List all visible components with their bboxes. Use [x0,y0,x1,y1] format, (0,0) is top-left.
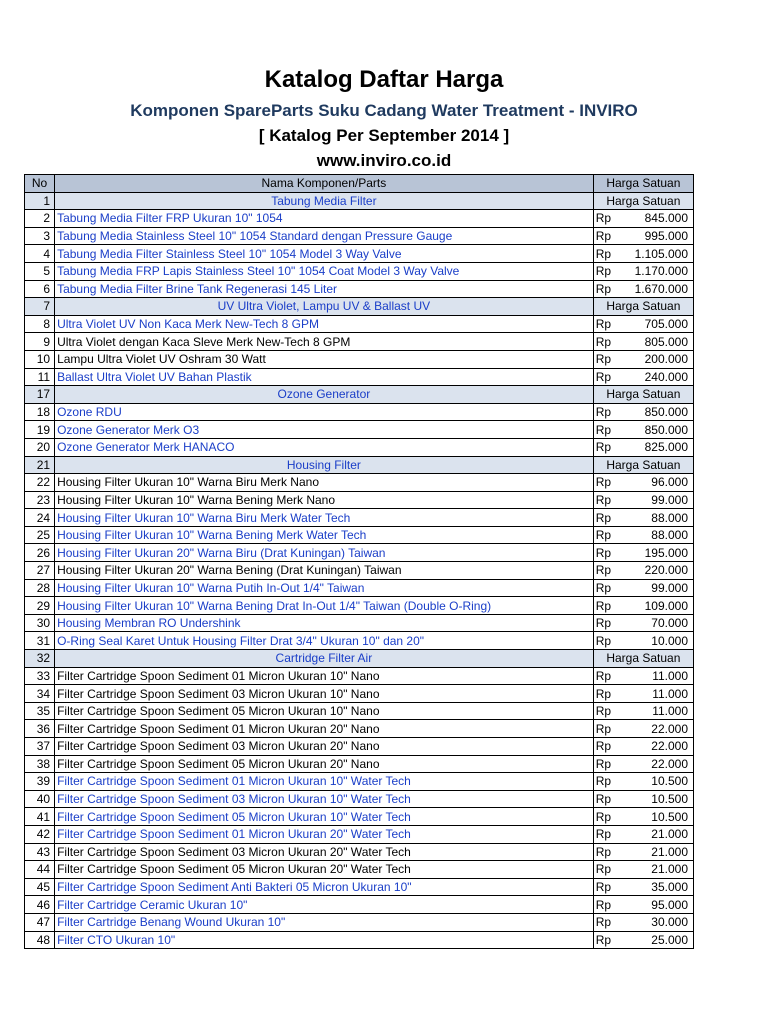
part-name: Filter Cartridge Spoon Sediment 05 Micron Ukuran 10" Water Tech [55,808,594,826]
section-price-header: Harga Satuan [593,386,693,404]
section-price-header: Harga Satuan [593,192,693,210]
price-value: 99.000 [618,491,693,509]
table-row [25,597,694,615]
price-value: 88.000 [618,509,693,527]
part-name: Tabung Media Filter Brine Tank Regenerasi 145 Liter [55,280,594,298]
price-value: 705.000 [618,315,693,333]
row-number: 10 [25,350,55,368]
price-value: 10.500 [618,808,693,826]
row-number: 5 [25,262,55,280]
section-title: Tabung Media Filter [55,192,594,210]
table-row [25,738,694,756]
currency: Rp [593,526,618,544]
currency: Rp [593,896,618,914]
table-row [25,421,694,439]
currency: Rp [593,544,618,562]
table-row [25,245,694,263]
part-name: Filter Cartridge Spoon Sediment 03 Micron Ukuran 10" Nano [55,685,594,703]
table-row [25,790,694,808]
currency: Rp [593,843,618,861]
section-row [25,386,694,404]
part-name: Filter Cartridge Spoon Sediment Anti Bakteri 05 Micron Ukuran 10" [55,878,594,896]
price-value: 22.000 [618,738,693,756]
row-number: 24 [25,509,55,527]
table-row [25,544,694,562]
price-value: 220.000 [618,562,693,580]
part-name: Housing Filter Ukuran 10" Warna Bening Merk Nano [55,491,594,509]
section-row [25,192,694,210]
currency: Rp [593,913,618,931]
part-name: Housing Filter Ukuran 20" Warna Bening (Drat Kuningan) Taiwan [55,562,594,580]
currency: Rp [593,438,618,456]
price-value: 850.000 [618,403,693,421]
row-number: 35 [25,702,55,720]
price-value: 1.105.000 [618,245,693,263]
currency: Rp [593,245,618,263]
part-name: Filter Cartridge Spoon Sediment 03 Micron Ukuran 20" Nano [55,738,594,756]
part-name: Housing Filter Ukuran 10" Warna Bening Drat In-Out 1/4" Taiwan (Double O-Ring) [55,597,594,615]
price-value: 88.000 [618,526,693,544]
section-row [25,650,694,668]
currency: Rp [593,227,618,245]
part-name: Ultra Violet UV Non Kaca Merk New-Tech 8 GPM [55,315,594,333]
price-value: 240.000 [618,368,693,386]
table-row [25,474,694,492]
row-number: 8 [25,315,55,333]
currency: Rp [593,509,618,527]
row-number: 2 [25,210,55,228]
table-row [25,896,694,914]
table-row [25,491,694,509]
row-number: 33 [25,667,55,685]
price-value: 109.000 [618,597,693,615]
part-name: Filter Cartridge Spoon Sediment 01 Micron Ukuran 20" Nano [55,720,594,738]
part-name: Tabung Media Filter FRP Ukuran 10" 1054 [55,210,594,228]
part-name: Filter CTO Ukuran 10" [55,931,594,949]
row-number: 29 [25,597,55,615]
part-name: Ozone RDU [55,403,594,421]
currency: Rp [593,403,618,421]
currency: Rp [593,597,618,615]
row-number: 22 [25,474,55,492]
section-row [25,456,694,474]
table-row [25,755,694,773]
column-header-price: Harga Satuan [593,175,693,193]
currency: Rp [593,738,618,756]
table-row [25,825,694,843]
catalog-date: [ Katalog Per September 2014 ] [258,126,510,145]
row-number: 9 [25,333,55,351]
price-value: 25.000 [618,931,693,949]
part-name: Filter Cartridge Spoon Sediment 05 Micron Ukuran 10" Nano [55,702,594,720]
row-number: 42 [25,825,55,843]
row-number: 27 [25,562,55,580]
section-price-header: Harga Satuan [593,456,693,474]
price-value: 35.000 [618,878,693,896]
price-value: 70.000 [618,614,693,632]
table-row [25,562,694,580]
table-row [25,702,694,720]
row-number: 7 [25,298,55,316]
table-row [25,861,694,879]
table-row [25,280,694,298]
price-value: 11.000 [618,685,693,703]
table-row [25,315,694,333]
currency: Rp [593,773,618,791]
price-value: 95.000 [618,896,693,914]
table-row [25,227,694,245]
section-title: UV Ultra Violet, Lampu UV & Ballast UV [55,298,594,316]
price-value: 11.000 [618,702,693,720]
part-name: Ballast Ultra Violet UV Bahan Plastik [55,368,594,386]
currency: Rp [593,755,618,773]
currency: Rp [593,878,618,896]
row-number: 48 [25,931,55,949]
section-title: Ozone Generator [55,386,594,404]
row-number: 28 [25,579,55,597]
price-value: 995.000 [618,227,693,245]
row-number: 30 [25,614,55,632]
currency: Rp [593,262,618,280]
table-row [25,667,694,685]
part-name: Ozone Generator Merk HANACO [55,438,594,456]
page-subtitle: Komponen SpareParts Suku Cadang Water Treatment - INVIRO [130,101,638,120]
price-value: 11.000 [618,667,693,685]
column-header-no: No [25,175,55,193]
table-row [25,509,694,527]
price-value: 22.000 [618,720,693,738]
section-title: Cartridge Filter Air [55,650,594,668]
currency: Rp [593,861,618,879]
row-number: 44 [25,861,55,879]
table-row [25,210,694,228]
part-name: Ultra Violet dengan Kaca Sleve Merk New-Tech 8 GPM [55,333,594,351]
currency: Rp [593,333,618,351]
row-number: 17 [25,386,55,404]
table-row [25,685,694,703]
price-value: 30.000 [618,913,693,931]
part-name: Housing Filter Ukuran 10" Warna Biru Merk Water Tech [55,509,594,527]
price-value: 99.000 [618,579,693,597]
part-name: Filter Cartridge Spoon Sediment 05 Micron Ukuran 20" Nano [55,755,594,773]
part-name: Filter Cartridge Benang Wound Ukuran 10" [55,913,594,931]
part-name: Tabung Media FRP Lapis Stainless Steel 10" 1054 Coat Model 3 Way Valve [55,262,594,280]
price-value: 10.000 [618,632,693,650]
row-number: 37 [25,738,55,756]
row-number: 20 [25,438,55,456]
price-value: 10.500 [618,773,693,791]
price-value: 850.000 [618,421,693,439]
currency: Rp [593,562,618,580]
row-number: 45 [25,878,55,896]
price-value: 1.170.000 [618,262,693,280]
section-price-header: Harga Satuan [593,298,693,316]
row-number: 6 [25,280,55,298]
row-number: 18 [25,403,55,421]
row-number: 32 [25,650,55,668]
part-name: Housing Filter Ukuran 10" Warna Biru Merk Nano [55,474,594,492]
row-number: 4 [25,245,55,263]
price-value: 195.000 [618,544,693,562]
row-number: 47 [25,913,55,931]
part-name: O-Ring Seal Karet Untuk Housing Filter Drat 3/4" Ukuran 10" dan 20" [55,632,594,650]
table-row [25,913,694,931]
table-row [25,931,694,949]
price-value: 1.670.000 [618,280,693,298]
row-number: 26 [25,544,55,562]
row-number: 38 [25,755,55,773]
row-number: 46 [25,896,55,914]
page-title: Katalog Daftar Harga [264,66,504,93]
price-value: 10.500 [618,790,693,808]
row-number: 1 [25,192,55,210]
table-row [25,808,694,826]
row-number: 19 [25,421,55,439]
part-name: Housing Filter Ukuran 10" Warna Bening Merk Water Tech [55,526,594,544]
currency: Rp [593,931,618,949]
section-title: Housing Filter [55,456,594,474]
table-header-row [25,175,694,193]
row-number: 40 [25,790,55,808]
table-row [25,350,694,368]
row-number: 21 [25,456,55,474]
price-value: 200.000 [618,350,693,368]
table-row [25,720,694,738]
currency: Rp [593,280,618,298]
currency: Rp [593,667,618,685]
currency: Rp [593,491,618,509]
currency: Rp [593,685,618,703]
table-row [25,438,694,456]
currency: Rp [593,579,618,597]
row-number: 11 [25,368,55,386]
row-number: 23 [25,491,55,509]
currency: Rp [593,614,618,632]
currency: Rp [593,421,618,439]
part-name: Housing Membran RO Undershink [55,614,594,632]
price-value: 21.000 [618,861,693,879]
currency: Rp [593,368,618,386]
currency: Rp [593,825,618,843]
price-value: 805.000 [618,333,693,351]
section-row [25,298,694,316]
row-number: 25 [25,526,55,544]
table-row [25,368,694,386]
row-number: 36 [25,720,55,738]
part-name: Tabung Media Stainless Steel 10" 1054 Standard dengan Pressure Gauge [55,227,594,245]
currency: Rp [593,720,618,738]
part-name: Lampu Ultra Violet UV Oshram 30 Watt [55,350,594,368]
price-value: 96.000 [618,474,693,492]
price-value: 22.000 [618,755,693,773]
part-name: Filter Cartridge Spoon Sediment 03 Micron Ukuran 10" Water Tech [55,790,594,808]
row-number: 41 [25,808,55,826]
part-name: Filter Cartridge Spoon Sediment 01 Micron Ukuran 20" Water Tech [55,825,594,843]
row-number: 31 [25,632,55,650]
part-name: Filter Cartridge Spoon Sediment 01 Micron Ukuran 10" Water Tech [55,773,594,791]
part-name: Filter Cartridge Spoon Sediment 03 Micron Ukuran 20" Water Tech [55,843,594,861]
part-name: Housing Filter Ukuran 20" Warna Biru (Drat Kuningan) Taiwan [55,544,594,562]
table-row [25,403,694,421]
row-number: 39 [25,773,55,791]
part-name: Tabung Media Filter Stainless Steel 10" 1054 Model 3 Way Valve [55,245,594,263]
part-name: Ozone Generator Merk O3 [55,421,594,439]
row-number: 3 [25,227,55,245]
currency: Rp [593,632,618,650]
table-row [25,632,694,650]
currency: Rp [593,790,618,808]
price-value: 845.000 [618,210,693,228]
part-name: Filter Cartridge Spoon Sediment 05 Micron Ukuran 20" Water Tech [55,861,594,879]
part-name: Filter Cartridge Ceramic Ukuran 10" [55,896,594,914]
table-row [25,526,694,544]
currency: Rp [593,702,618,720]
currency: Rp [593,350,618,368]
table-row [25,262,694,280]
website-link[interactable]: www.inviro.co.id [316,151,452,170]
price-table [24,174,694,949]
row-number: 43 [25,843,55,861]
price-value: 21.000 [618,843,693,861]
table-row [25,773,694,791]
part-name: Filter Cartridge Spoon Sediment 01 Micron Ukuran 10" Nano [55,667,594,685]
table-row [25,843,694,861]
currency: Rp [593,808,618,826]
price-value: 825.000 [618,438,693,456]
currency: Rp [593,315,618,333]
table-row [25,579,694,597]
part-name: Housing Filter Ukuran 10" Warna Putih In-Out 1/4" Taiwan [55,579,594,597]
price-value: 21.000 [618,825,693,843]
table-row [25,878,694,896]
row-number: 34 [25,685,55,703]
table-row [25,614,694,632]
table-row [25,333,694,351]
section-price-header: Harga Satuan [593,650,693,668]
currency: Rp [593,210,618,228]
column-header-name: Nama Komponen/Parts [55,175,594,193]
currency: Rp [593,474,618,492]
